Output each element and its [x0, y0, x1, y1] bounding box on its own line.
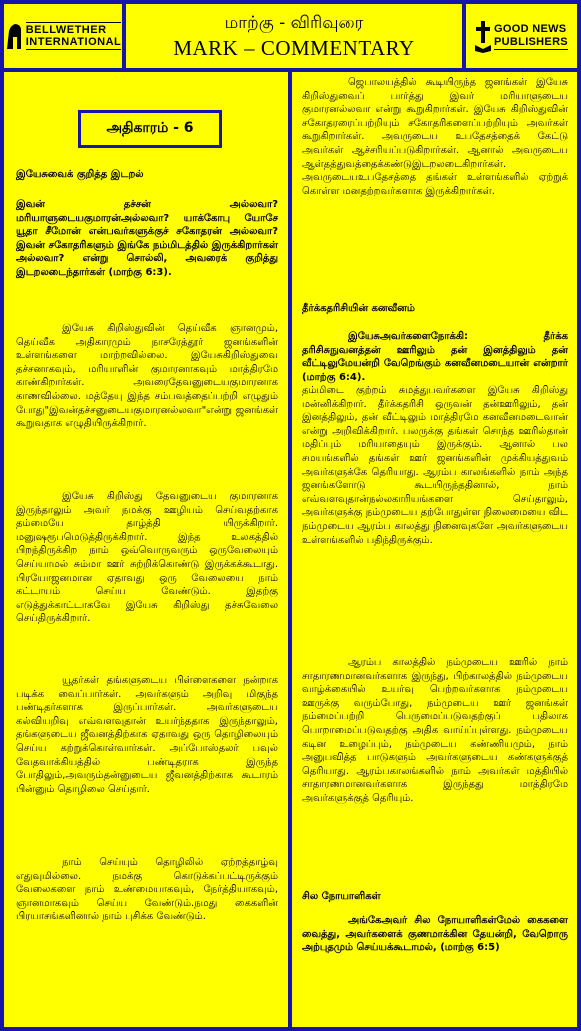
paragraph: இயேசு கிறிஸ்து தேவனுடைய குமாரனாக இருந்தாலும் அவர் நமக்கு ஊழியம் செய்வதற்காக தம்மையே தாழ்த்தி யிருக்கிறார். மனுஷரூபமெடுத்திருக்கிறார். இந்த உலகத்தில் பிறந்திருக்கிற நாம் ஒவ்வொருவரும் ஒருவேலையும் செய்யாமல் சும்மா ஊர் சுற்றிக்கொண்டு இருக்கக்கூடாது. பிரயோஜனமான ஏதாவது ஒரு வேலையை நாம் கட்டாயம் செய்ய வேண்டும். இதற்கு எடுத்துக்காட்டாகவே இயேசு கிறிஸ்து தச்சுவேலை செய்திருக்கிறார்.: [16, 491, 278, 625]
chapter-label: அதிகாரம் - 6: [78, 110, 222, 148]
paragraph: இயேசு கிறிஸ்துவின் தெய்வீக ஞானமும், தெய்வீக அதிகாரமும் நாசரேத்தூர் ஜனங்களின் உள்ளங்களை மாற்றவில்லை. இயேசுகிறிஸ்துவை தச்சனாகவும், மரியாளின் குமாரனாகவும் மாத்திரமே காண்கிறார்கள். அவரைதேவனுடையகுமாரனாக காணவில்லை. மத்தேயு இந்த சம்பவத்தைப்பற்றி எழுதும் போது"இவன்தச்சனுடையகுமாரனல்லவா"என்று ஜனங்கள் கூறுவதாக எழுதியிருக்கிறார்.: [16, 323, 278, 430]
paragraph: நாம் செய்யும் தொழிலில் ஏற்றத்தாழ்வு எதுவுமில்லை. நமக்கு கொடுக்கப்பட்டிருக்கும் வேலைகளை நாம் உண்மையாகவும், நேர்த்தியாகவும், ஞானமாகவும் செய்ய வேண்டும்.நமது கைகளின் பிரயாசங்களினால் நாம் புசிக்க வேண்டும்.: [16, 857, 278, 923]
logo-line2: INTERNATIONAL: [25, 36, 122, 48]
page-title-english: MARK – COMMENTARY: [173, 36, 415, 60]
right-column: [292, 72, 577, 1027]
paragraph: தம்மிடை குற்றம் சுமத்துபவர்களை இயேசு கிறிஸ்து மன்னிக்கிறார். தீர்க்கதரிசி ஒருவன் தன்ஊரிலும், தன் இனத்திலும், தன் வீட்டிலும் மாத்திரமே கனவீனமடைவான் என்று அறிவிக்கிறார். பலருக்கு தங்கள் சொந்த ஊரில்தான் மதிப்பும் மரியாதையும் இருக்கும். ஆனால் பல சமயங்களில் தங்கள் ஊர் ஜனங்களின் முக்கியத்துவம் அவர்களுக்கே தெரியாது. ஆரம்ப காலங்களில் நாம் அந்த ஜனங்களோடு கூடயிருந்ததினால், நாம் எவ்வளவுதான்நல்லகாரியங்களை செய்தாலும், அவர்களுக்கு நம்முடைய தற்போதுள்ள நிலைமையை விட நம்முடைய ஆரம்ப காலத்து நினைவுகளே அவர்களுடைய உள்ளங்களில் பதிந்திருக்கும்.: [302, 385, 568, 546]
paragraph: யூதர்கள் தங்களுடைய பிள்ளைகளை நன்றாக படிக்க வைப்பார்கள். அவர்களும் அறிவு மிகுந்த பண்டிதர்களாக இருப்பார்கள். அவர்களுடைய கல்வியறிவு எவ்வளவுதான் உயர்ந்ததாக இருந்தாலும், தங்களுடைய ஜீவனத்திற்காக ஏதாவது ஒரு தொழிலையும் செய்ய கற்றுக்கொள்வார்கள். அப்போஸ்தலர் பவுல் வேதவாக்கியத்தில் பண்டிதராக இருந்த போதிலும்,அவரும்தன்னுடைய ஜீவனத்திற்காக கூடாரம் பின்னும் தொழிலை செய்தார்.: [16, 675, 278, 795]
scripture-quote: இயேசுஅவர்களைநோக்கி: தீர்க்க தரிசிசுநுவனத்தன் ஊரிலும் தன் இனத்திலும் தன் வீட்டிலுமேயன்றி வேறெங்கும் கனவீனமடையான் என்றார் (மாற்கு 6:4).: [302, 331, 568, 383]
section-heading: தீர்க்கதரிசியின் கனவீனம்: [302, 303, 415, 314]
publisher-logo-left: [4, 4, 122, 68]
page-title-block: [126, 4, 462, 68]
logo-line1: BELLWETHER: [25, 24, 107, 36]
logo-line2: PUBLISHERS: [494, 35, 568, 48]
page-title-tamil: மாற்கு - விரிவுரை: [224, 13, 364, 33]
paragraph: ஆரம்ப காலத்தில் நம்முடைய ஊரில் நாம் சாதாரணமானவர்களாக இருந்து, பிற்காலத்தில் நம்முடைய வாழ்க்கையில் உயர்வு பெற்றவர்களாக நம்முடைய ஊருக்கு வரும்போது, நம்முடைய ஊர் ஜனங்கள் நம்மைப்பற்றி பெருமைப்படுவதற்குப் பதிலாக பொறாமைப்படுவதற்கு அதிக வாய்ப்புள்ளது. நம்முடைய கடின உழைப்பும், நம்முடைய கண்ணியமும், நாம் அனுபவித்த பாடுகளும் அவர்களுடைய கண்களுக்குத் தெரியாது. ஆரம்பகாலங்களில் நாம் அவர்கள் மத்தியில் சாதாரணமானவர்களாக இருந்தது மாத்திரமே அவர்களுக்குத் தெரியும்.: [302, 657, 568, 804]
scripture-quote: அங்கேஅவர் சில நோயாளிகள்மேல் கைகளை வைத்து, அவர்களைக் குணமாக்கின தேயன்றி, வேறொரு அற்புதமும் செய்யக்கூடாமல், (மாற்கு 6:5): [302, 915, 568, 954]
section-heading: சில நோயாளிகள்: [302, 891, 381, 902]
paragraph: ஜெபாலயத்தில் கூடியிருந்த ஜனங்கள் இயேசு கிறிஸ்துவைப் பார்த்து இவர் மரியாளுடைய குமாரனல்லவா என்று கூறுகிறார்கள். இயேசு கிறிஸ்துவின் சகோதரரைப்பற்றியும் சகோதரிகளைப்பற்றியும் அவர்கள் கூறுகிறார்கள். அவருடைய உபதேசத்தைக் கேட்டு அவர்கள் ஆச்சரியப்படுகிறார்கள். ஆனால் அவருடைய ஆள்தத்துவத்தைக்கண்டுஇடறலடைகிறார்கள். அவருடையஉபதேசத்தை தங்கள் உள்ளங்களில் ஏற்றுக் கொள்ள மனதற்றவர்களாக இருக்கிறார்கள்.: [302, 77, 568, 197]
left-column: [4, 72, 288, 1027]
publisher-logo-right: [466, 4, 577, 68]
scripture-quote: இவன் தச்சன் அல்லவா? மரியாளுடையகுமாரன்அல்லவா? யாக்கோபு யோசே யூதா சீமோன் என்பவர்களுக்குச் சகோதரன் அல்லவா? இவன் சகோதரிகளும் இங்கே நம்மிடத்தில் இருக்கிறார்கள் அல்லவா? என்று சொல்லி, அவரைக் குறித்து இடறலடைந்தார்கள் (மாற்கு 6:3).: [16, 199, 278, 278]
bellwether-lamb-icon: [5, 21, 23, 51]
cross-book-icon: [475, 19, 491, 53]
logo-line1: GOOD NEWS: [494, 22, 567, 35]
section-heading: இயேசுவைக் குறித்த இடறல்: [16, 169, 144, 180]
